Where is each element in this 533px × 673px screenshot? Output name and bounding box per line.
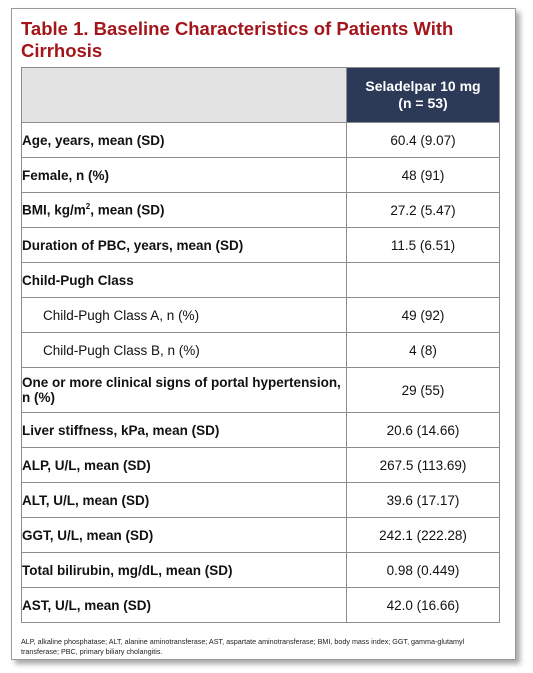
row-value: 42.0 (16.66) <box>347 588 500 623</box>
table-row <box>22 228 500 263</box>
baseline-characteristics-table <box>21 67 500 623</box>
row-value: 39.6 (17.17) <box>347 483 500 518</box>
table-row <box>22 483 500 518</box>
row-value: 242.1 (222.28) <box>347 518 500 553</box>
table-title: Table 1. Baseline Characteristics of Patients With Cirrhosis <box>21 18 454 61</box>
row-value: 29 (55) <box>347 368 500 413</box>
table-row <box>22 193 500 228</box>
table-row <box>22 368 500 413</box>
row-value: 20.6 (14.66) <box>347 413 500 448</box>
row-label: ALP, U/L, mean (SD) <box>22 448 347 483</box>
column-header-title: Seladelpar 10 mg <box>365 78 481 94</box>
row-value: 4 (8) <box>347 333 500 368</box>
row-label-superscript: 2 <box>85 202 91 212</box>
row-label: Duration of PBC, years, mean (SD) <box>22 228 347 263</box>
table-row-section-header <box>22 263 500 298</box>
table-row <box>22 413 500 448</box>
row-label: Age, years, mean (SD) <box>22 123 347 158</box>
row-value: 48 (91) <box>347 158 500 193</box>
table-row-subitem <box>22 333 500 368</box>
row-value: 0.98 (0.449) <box>347 553 500 588</box>
row-value: 267.5 (113.69) <box>347 448 500 483</box>
row-label: One or more clinical signs of portal hypertension, n (%) <box>22 368 347 413</box>
row-label: Child-Pugh Class A, n (%) <box>22 298 347 333</box>
row-label: Child-Pugh Class <box>22 263 347 298</box>
row-label-text: BMI, kg/m <box>22 202 86 218</box>
column-header <box>347 68 500 123</box>
row-value: 27.2 (5.47) <box>347 193 500 228</box>
header-blank-cell <box>22 68 347 123</box>
row-value: 11.5 (6.51) <box>347 228 500 263</box>
table-row <box>22 553 500 588</box>
table-footnote: ALP, alkaline phosphatase; ALT, alanine aminotransferase; AST, aspartate aminotransferase; BMI, body mass index; GGT, gamma-glutamyl transferase; PBC, primary biliary cholangitis. <box>21 637 465 656</box>
row-value <box>347 263 500 298</box>
table-row <box>22 588 500 623</box>
column-header-count: (n = 53) <box>398 95 448 111</box>
row-label <box>22 193 347 228</box>
row-label: Liver stiffness, kPa, mean (SD) <box>22 413 347 448</box>
row-label: Child-Pugh Class B, n (%) <box>22 333 347 368</box>
row-label: Total bilirubin, mg/dL, mean (SD) <box>22 553 347 588</box>
row-value: 49 (92) <box>347 298 500 333</box>
table-row-subitem <box>22 298 500 333</box>
row-label: GGT, U/L, mean (SD) <box>22 518 347 553</box>
row-value: 60.4 (9.07) <box>347 123 500 158</box>
row-label: Female, n (%) <box>22 158 347 193</box>
table-row <box>22 518 500 553</box>
table-row <box>22 158 500 193</box>
row-label: AST, U/L, mean (SD) <box>22 588 347 623</box>
table-row <box>22 448 500 483</box>
table-row <box>22 123 500 158</box>
row-label: ALT, U/L, mean (SD) <box>22 483 347 518</box>
row-label-text-suffix: , mean (SD) <box>90 202 165 218</box>
table-header-row <box>22 68 500 123</box>
table-card <box>11 8 516 660</box>
